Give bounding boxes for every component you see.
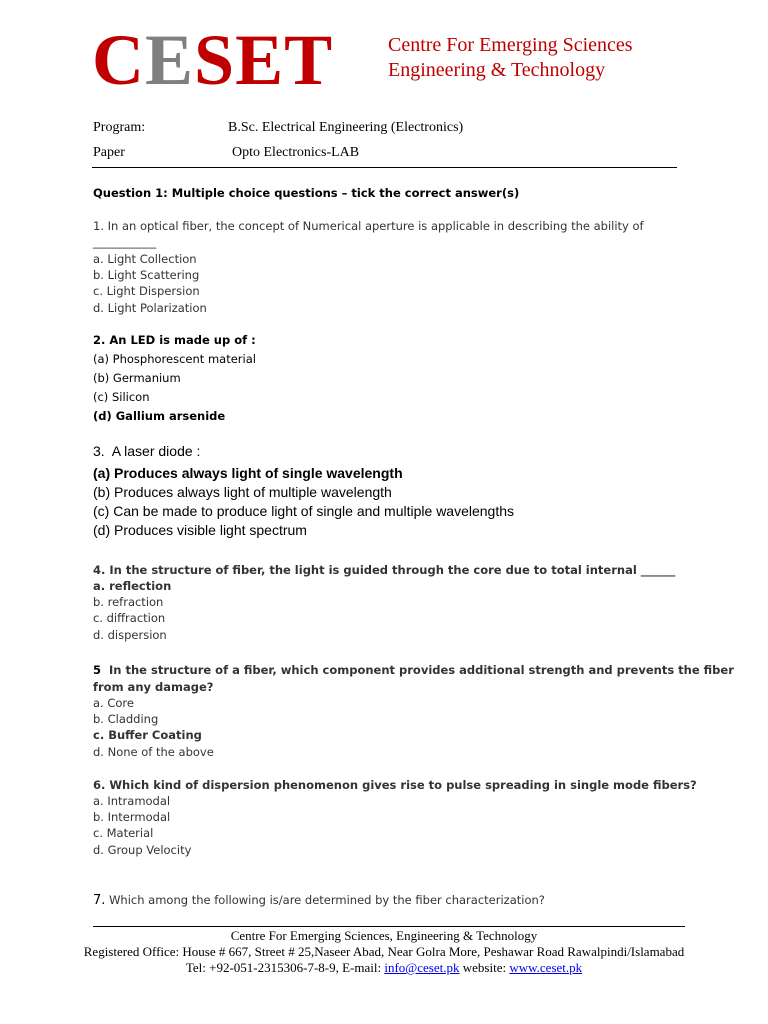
q1-option-b[interactable]: b. Light Scattering — [93, 268, 200, 283]
q5-option-d[interactable]: d. None of the above — [93, 744, 214, 759]
q4-option-a[interactable]: a. reflection — [93, 579, 172, 593]
q1-option-d[interactable]: d. Light Polarization — [93, 300, 207, 315]
question-4-text: 4. In the structure of fiber, the light is guided through the core due to total internal ______ — [93, 563, 676, 577]
q2-option-c[interactable]: (c) Silicon — [93, 390, 150, 404]
section-title: Question 1: Multiple choice questions – tick the correct answer(s) — [93, 186, 520, 200]
question-1-options — [93, 251, 207, 316]
org-name-line1: Centre For Emerging Sciences — [388, 34, 633, 56]
q4-option-b[interactable]: b. refraction — [93, 595, 164, 610]
q3-option-b[interactable]: (b) Produces always light of multiple wavelength — [93, 484, 392, 500]
question-1-text: 1. In an optical fiber, the concept of Numerical aperture is applicable in describing the ability of — [93, 219, 644, 233]
q3-option-d[interactable]: (d) Produces visible light spectrum — [93, 522, 307, 538]
q1-option-a[interactable]: a. Light Collection — [93, 252, 197, 266]
q1-option-c[interactable]: c. Light Dispersion — [93, 284, 200, 299]
program-label: Program: — [93, 120, 146, 135]
header-divider — [92, 167, 677, 168]
footer-divider — [93, 926, 685, 927]
q6-option-a[interactable]: a. Intramodal — [93, 794, 171, 808]
question-2-options — [93, 350, 256, 426]
question-4-options — [93, 578, 171, 643]
email-link[interactable]: info@ceset.pk — [384, 960, 460, 975]
q5-option-c[interactable]: c. Buffer Coating — [93, 728, 202, 743]
question-1-blank: ___________ — [93, 235, 157, 249]
q4-option-d[interactable]: d. dispersion — [93, 627, 167, 642]
ceset-logo: CESET — [92, 20, 334, 100]
question-5-options — [93, 695, 214, 760]
org-name-line2: Engineering & Technology — [388, 59, 606, 81]
q5-option-b[interactable]: b. Cladding — [93, 712, 159, 727]
footer-contact: Tel: +92-051-2315306-7-8-9, E-mail: info@ceset.pk website: www.ceset.pk — [185, 960, 583, 975]
question-6-text: 6. Which kind of dispersion phenomenon gives rise to pulse spreading in single mode fibers? — [93, 778, 697, 792]
q6-option-b[interactable]: b. Intermodal — [93, 810, 171, 825]
q4-option-c[interactable]: c. diffraction — [93, 611, 166, 626]
program-value: B.Sc. Electrical Engineering (Electronics) — [228, 120, 464, 135]
question-3-text: 3. A laser diode : — [93, 443, 201, 459]
q6-option-c[interactable]: c. Material — [93, 826, 154, 841]
paper-value: Opto Electronics-LAB — [232, 145, 360, 160]
q2-option-d[interactable]: (d) Gallium arsenide — [93, 409, 226, 423]
q6-option-d[interactable]: d. Group Velocity — [93, 842, 192, 857]
question-6-options — [93, 793, 191, 858]
q2-option-b[interactable]: (b) Germanium — [93, 371, 181, 385]
q3-option-c[interactable]: (c) Can be made to produce light of single and multiple wavelengths — [93, 503, 515, 519]
footer-address: Registered Office: House # 667, Street # 25,Naseer Abad, Near Golra More, Peshawar Road Rawalpindi/Islamabad — [83, 944, 685, 959]
q3-option-a[interactable]: (a) Produces always light of single wavelength — [93, 465, 403, 481]
footer-org: Centre For Emerging Sciences, Engineering & Technology — [230, 928, 538, 943]
website-link[interactable]: www.ceset.pk — [509, 960, 583, 975]
question-7-text: 7. Which among the following is/are determined by the fiber characterization? — [93, 893, 545, 908]
q2-option-a[interactable]: (a) Phosphorescent material — [93, 352, 256, 366]
q5-option-a[interactable]: a. Core — [93, 696, 134, 710]
paper-label: Paper — [93, 145, 125, 160]
question-3-options — [93, 464, 514, 540]
question-5-text-cont: from any damage? — [93, 680, 214, 694]
question-5-text: 5 In the structure of a fiber, which component provides additional strength and prevents the fiber — [93, 663, 734, 677]
question-2-text: 2. An LED is made up of : — [93, 333, 256, 347]
